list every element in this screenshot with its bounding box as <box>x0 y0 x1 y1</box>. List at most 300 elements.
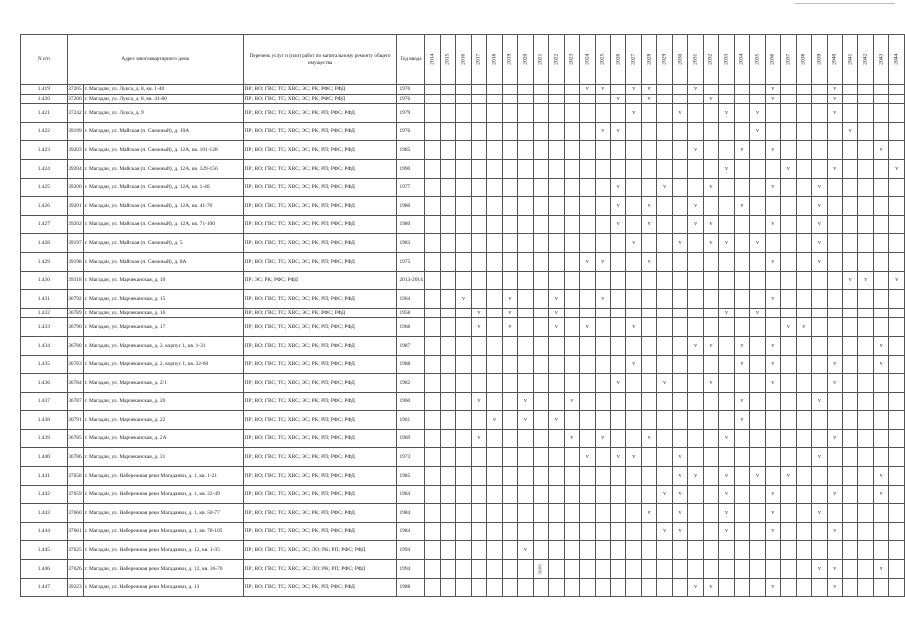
year-cell <box>781 578 796 597</box>
services-list: ПР; ВО; ГВС; ТС; ХВС; ЭС; РК; РП; РФС; РФД <box>243 374 397 393</box>
year-cell <box>626 411 641 430</box>
year-cell <box>843 504 858 523</box>
year-cell <box>487 522 502 541</box>
year-cell <box>456 374 471 393</box>
year-cell <box>456 578 471 597</box>
check-mark: v <box>873 560 888 579</box>
check-mark: v <box>518 392 533 411</box>
commission-year: 1987 <box>397 336 425 355</box>
year-cell <box>796 522 811 541</box>
year-cell <box>703 122 718 141</box>
year-cell <box>440 159 455 178</box>
house-address: г. Магадан, ул. Лукса, д. 8, кв. 1-40 <box>83 85 243 95</box>
row-number: 1.432 <box>21 308 68 318</box>
year-cell <box>471 178 486 197</box>
year-cell <box>456 159 471 178</box>
year-cell <box>440 560 455 579</box>
year-cell <box>440 318 455 337</box>
check-mark: v <box>688 85 703 95</box>
year-cell <box>580 215 595 234</box>
year-cell <box>471 234 486 253</box>
year-cell <box>641 336 656 355</box>
commission-year: 1984 <box>397 485 425 504</box>
header-year-2042 <box>858 35 873 85</box>
year-cell <box>889 104 905 123</box>
check-mark: v <box>672 504 687 523</box>
year-cell <box>672 541 687 560</box>
year-cell <box>425 159 440 178</box>
year-cell <box>889 560 905 579</box>
year-cell <box>471 252 486 271</box>
year-cell <box>672 159 687 178</box>
year-cell <box>440 504 455 523</box>
year-cell <box>518 308 533 318</box>
year-cell <box>487 85 502 95</box>
check-mark: v <box>657 178 672 197</box>
year-cell <box>595 485 610 504</box>
year-cell <box>827 141 842 160</box>
commission-year: 1977 <box>397 178 425 197</box>
year-cell <box>502 104 517 123</box>
services-list: ПР; ВО; ГВС; ТС; ХВС; ЭС; РК; РП; РФС; РФД <box>243 467 397 486</box>
year-cell <box>626 560 641 579</box>
year-cell <box>641 374 656 393</box>
year-cell <box>533 392 548 411</box>
row-number: 1.429 <box>21 252 68 271</box>
year-cell <box>796 215 811 234</box>
check-mark: v <box>812 197 827 216</box>
year-cell <box>425 467 440 486</box>
year-cell <box>626 94 641 104</box>
table-row <box>21 578 905 597</box>
year-cell <box>440 122 455 141</box>
year-cell <box>502 374 517 393</box>
year-cell <box>873 308 888 318</box>
check-mark: v <box>873 467 888 486</box>
year-cell <box>518 252 533 271</box>
year-cell <box>812 159 827 178</box>
header-year-label: 2020 <box>522 53 529 66</box>
year-cell <box>688 485 703 504</box>
year-cell <box>827 308 842 318</box>
commission-year: 1982 <box>397 374 425 393</box>
year-cell <box>641 392 656 411</box>
commission-year: 1984 <box>397 504 425 523</box>
year-cell <box>502 252 517 271</box>
year-cell <box>750 448 765 467</box>
header-year-2023 <box>564 35 579 85</box>
year-cell <box>719 355 734 374</box>
check-mark: v <box>595 122 610 141</box>
check-mark: v <box>812 178 827 197</box>
year-cell <box>610 104 625 123</box>
house-address: г. Магадан, ул. Майская (п. Снежный), д. 5 <box>83 234 243 253</box>
year-cell <box>502 411 517 430</box>
check-mark: v <box>471 318 486 337</box>
year-cell <box>889 429 905 448</box>
year-cell <box>440 141 455 160</box>
year-cell <box>672 215 687 234</box>
row-number: 1.431 <box>21 290 68 309</box>
year-cell <box>796 541 811 560</box>
check-mark: v <box>564 392 579 411</box>
services-list: ПР; ВО; ГВС; ТС; ХВС; ЭС; РК; РП; РФС; РФД <box>243 429 397 448</box>
year-cell <box>734 271 749 290</box>
year-cell <box>502 122 517 141</box>
year-cell <box>765 308 780 318</box>
year-cell <box>502 94 517 104</box>
year-cell <box>564 178 579 197</box>
check-mark: v <box>703 94 718 104</box>
year-cell <box>564 94 579 104</box>
year-cell <box>843 336 858 355</box>
year-cell <box>425 429 440 448</box>
year-cell <box>688 541 703 560</box>
house-address: г. Магадан, ул. Набережная реки Магаданки, д. 1, кв. 22-49 <box>83 485 243 504</box>
year-cell <box>580 234 595 253</box>
year-cell <box>672 308 687 318</box>
year-cell <box>781 504 796 523</box>
year-cell <box>796 159 811 178</box>
check-mark: v <box>843 271 858 290</box>
year-cell <box>471 159 486 178</box>
year-cell <box>471 578 486 597</box>
year-cell <box>595 336 610 355</box>
check-mark: v <box>719 522 734 541</box>
header-year-label: 2018 <box>491 53 498 66</box>
year-cell <box>750 392 765 411</box>
check-mark: v <box>734 197 749 216</box>
year-cell <box>487 308 502 318</box>
year-cell <box>502 85 517 95</box>
check-mark: v <box>734 392 749 411</box>
header-year-label: 2024 <box>584 53 591 66</box>
year-cell <box>827 290 842 309</box>
header-year-label: 2040 <box>831 53 838 66</box>
year-cell <box>657 411 672 430</box>
table-row <box>21 392 905 411</box>
house-address: г. Магадан, ул. Марчеканская, д. 15 <box>83 290 243 309</box>
year-cell <box>796 197 811 216</box>
year-cell <box>502 215 517 234</box>
year-cell <box>657 355 672 374</box>
year-cell <box>564 467 579 486</box>
commission-year: 1994 <box>397 541 425 560</box>
year-cell <box>765 271 780 290</box>
year-cell <box>889 308 905 318</box>
year-cell <box>843 94 858 104</box>
year-cell <box>781 411 796 430</box>
year-cell <box>610 467 625 486</box>
year-cell <box>425 141 440 160</box>
year-cell <box>641 411 656 430</box>
house-id: 39204 <box>67 159 83 178</box>
year-cell <box>703 271 718 290</box>
commission-year: 1988 <box>397 355 425 374</box>
check-mark: v <box>765 336 780 355</box>
year-cell <box>610 336 625 355</box>
year-cell <box>549 467 564 486</box>
check-mark: v <box>610 122 625 141</box>
year-cell <box>688 522 703 541</box>
year-cell <box>873 197 888 216</box>
year-cell <box>734 578 749 597</box>
year-cell <box>549 429 564 448</box>
year-cell <box>595 355 610 374</box>
year-cell <box>703 411 718 430</box>
year-cell <box>843 411 858 430</box>
row-number: 1.424 <box>21 159 68 178</box>
year-cell <box>734 541 749 560</box>
year-cell <box>595 234 610 253</box>
year-cell <box>471 355 486 374</box>
check-mark: v <box>641 252 656 271</box>
year-cell <box>471 411 486 430</box>
header-year-2044 <box>889 35 905 85</box>
row-number: 1.419 <box>21 85 68 95</box>
year-cell <box>580 429 595 448</box>
year-cell <box>626 374 641 393</box>
check-mark: v <box>765 252 780 271</box>
year-cell <box>518 122 533 141</box>
year-cell <box>858 467 873 486</box>
check-mark: v <box>688 467 703 486</box>
year-cell <box>549 522 564 541</box>
year-cell <box>626 578 641 597</box>
year-cell <box>564 374 579 393</box>
year-cell <box>657 234 672 253</box>
check-mark: v <box>641 429 656 448</box>
year-cell <box>889 318 905 337</box>
year-cell <box>580 522 595 541</box>
year-cell <box>456 411 471 430</box>
year-cell <box>858 141 873 160</box>
year-cell <box>873 234 888 253</box>
year-cell <box>719 374 734 393</box>
year-cell <box>688 308 703 318</box>
check-mark: v <box>719 467 734 486</box>
header-year-2037 <box>781 35 796 85</box>
header-year-2038 <box>796 35 811 85</box>
check-mark: v <box>827 85 842 95</box>
year-cell <box>580 122 595 141</box>
year-cell <box>781 178 796 197</box>
year-cell <box>657 448 672 467</box>
services-list: ПР; ВО; ГВС; ТС; ХВС; ЭС; ЛО; РК; РП; РФС; РФД <box>243 541 397 560</box>
table-row <box>21 467 905 486</box>
services-list: ПР; ВО; ГВС; ТС; ХВС; ЭС; РК; РП; РФС; РФД <box>243 122 397 141</box>
year-cell <box>657 541 672 560</box>
check-mark: v <box>610 197 625 216</box>
check-mark: v <box>518 541 533 560</box>
check-mark: v <box>765 215 780 234</box>
header-year-2026 <box>610 35 625 85</box>
check-mark: v <box>626 234 641 253</box>
check-mark: v <box>657 522 672 541</box>
year-cell <box>858 122 873 141</box>
year-cell <box>626 467 641 486</box>
year-cell <box>765 448 780 467</box>
year-cell <box>549 355 564 374</box>
header-year-2035 <box>750 35 765 85</box>
check-mark: v <box>765 355 780 374</box>
year-cell <box>672 578 687 597</box>
year-cell <box>487 122 502 141</box>
check-mark: v <box>734 411 749 430</box>
check-mark: v <box>765 504 780 523</box>
row-number: 1.441 <box>21 467 68 486</box>
year-cell <box>812 318 827 337</box>
year-cell <box>657 336 672 355</box>
year-cell <box>765 104 780 123</box>
year-cell <box>502 541 517 560</box>
services-list: ПР; ВО; ГВС; ТС; ХВС; ЭС; РК; РП; РФС; РФД <box>243 411 397 430</box>
year-cell <box>564 141 579 160</box>
year-cell <box>781 234 796 253</box>
house-address: г. Магадан, ул. Набережная реки Магаданки, д. 12, кв. 36-70 <box>83 560 243 579</box>
year-cell <box>703 197 718 216</box>
year-cell <box>827 271 842 290</box>
year-cell <box>518 290 533 309</box>
check-mark: v <box>734 141 749 160</box>
year-cell <box>750 197 765 216</box>
commission-year: 1980 <box>397 215 425 234</box>
header-year-label: 2033 <box>723 53 730 66</box>
year-cell <box>440 541 455 560</box>
year-cell <box>533 467 548 486</box>
year-cell <box>626 392 641 411</box>
year-cell <box>580 485 595 504</box>
commission-year: 1976 <box>397 85 425 95</box>
year-cell <box>827 318 842 337</box>
year-cell <box>549 104 564 123</box>
table-row <box>21 94 905 104</box>
year-cell <box>595 141 610 160</box>
year-cell <box>518 271 533 290</box>
year-cell <box>487 94 502 104</box>
header-year-2031 <box>688 35 703 85</box>
year-cell <box>827 336 842 355</box>
house-address: г. Магадан, ул. Майская (п. Снежный), д. 12А, кв. 1-40 <box>83 178 243 197</box>
year-cell <box>858 336 873 355</box>
house-id: 36790 <box>67 318 83 337</box>
check-mark: v <box>580 252 595 271</box>
year-cell <box>487 392 502 411</box>
year-cell <box>487 578 502 597</box>
year-cell <box>688 504 703 523</box>
year-cell <box>734 560 749 579</box>
year-cell <box>843 429 858 448</box>
year-cell <box>796 252 811 271</box>
year-cell <box>765 159 780 178</box>
year-cell <box>703 485 718 504</box>
year-cell <box>734 467 749 486</box>
year-cell <box>703 308 718 318</box>
year-cell <box>858 178 873 197</box>
header-year-label: 2044 <box>893 53 900 66</box>
table-row <box>21 252 905 271</box>
year-cell <box>456 355 471 374</box>
year-cell <box>549 541 564 560</box>
year-cell <box>703 159 718 178</box>
year-cell <box>425 336 440 355</box>
year-cell <box>672 197 687 216</box>
year-cell <box>533 197 548 216</box>
year-cell <box>641 318 656 337</box>
year-cell <box>533 336 548 355</box>
year-cell <box>456 485 471 504</box>
year-cell <box>502 448 517 467</box>
table-row <box>21 429 905 448</box>
house-id: 37660 <box>67 504 83 523</box>
year-cell <box>858 392 873 411</box>
year-cell <box>626 429 641 448</box>
year-cell <box>858 578 873 597</box>
year-cell <box>858 355 873 374</box>
year-cell <box>549 85 564 95</box>
year-cell <box>858 104 873 123</box>
year-cell <box>796 374 811 393</box>
check-mark: v <box>549 308 564 318</box>
header-year-2022 <box>549 35 564 85</box>
year-cell <box>688 122 703 141</box>
header-year-2032 <box>703 35 718 85</box>
year-cell <box>518 336 533 355</box>
year-cell <box>796 336 811 355</box>
year-cell <box>425 355 440 374</box>
year-cell <box>456 467 471 486</box>
check-mark: v <box>765 290 780 309</box>
check-mark: v <box>657 485 672 504</box>
year-cell <box>610 578 625 597</box>
header-year-2034 <box>734 35 749 85</box>
header-year-label: 2030 <box>676 53 683 66</box>
house-address: г. Магадан, ул. Майская (п. Снежный), д. 12А, кв. 101-128 <box>83 141 243 160</box>
house-address: г. Магадан, ул. Лукса, д. 9 <box>83 104 243 123</box>
year-cell <box>858 252 873 271</box>
house-id: 39198 <box>67 252 83 271</box>
check-mark: v <box>765 522 780 541</box>
table-row <box>21 234 905 253</box>
year-cell <box>812 541 827 560</box>
check-mark: v <box>688 197 703 216</box>
year-cell <box>781 429 796 448</box>
year-cell <box>750 504 765 523</box>
year-cell <box>440 85 455 95</box>
year-cell <box>440 522 455 541</box>
year-cell <box>641 541 656 560</box>
check-mark: v <box>703 374 718 393</box>
row-number: 1.434 <box>21 336 68 355</box>
year-cell <box>533 159 548 178</box>
year-cell <box>889 141 905 160</box>
year-cell <box>641 355 656 374</box>
check-mark: v <box>719 159 734 178</box>
year-cell <box>564 411 579 430</box>
year-cell <box>672 178 687 197</box>
year-cell <box>456 308 471 318</box>
year-cell <box>781 560 796 579</box>
year-cell <box>843 141 858 160</box>
year-cell <box>657 318 672 337</box>
year-cell <box>502 271 517 290</box>
year-cell <box>471 560 486 579</box>
header-year-2025 <box>595 35 610 85</box>
year-cell <box>502 485 517 504</box>
year-cell <box>471 448 486 467</box>
year-cell <box>425 578 440 597</box>
year-cell <box>487 104 502 123</box>
